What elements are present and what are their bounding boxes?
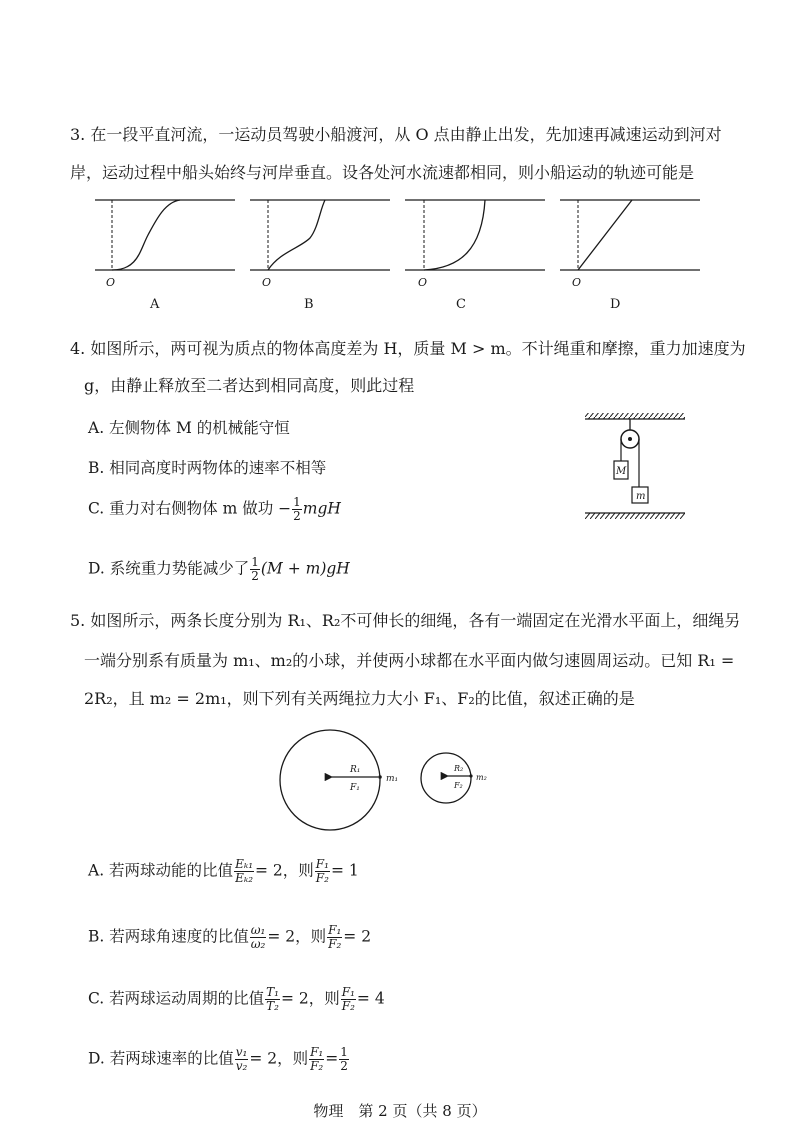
q5-c-frac1	[265, 986, 280, 1013]
q5-a-post: = 1	[330, 861, 359, 880]
q5-a-d1: Eₖ₂	[235, 871, 254, 885]
q5-option-d	[88, 1046, 350, 1073]
label-F2: F₂	[454, 781, 463, 790]
q4-option-b: B. 相同高度时两物体的速率不相等	[88, 459, 327, 477]
q5-d-n2: F₁	[310, 1045, 324, 1059]
q3-option-a: A	[150, 297, 160, 312]
q3-option-c: C	[456, 297, 466, 312]
q5-circles-figure	[270, 720, 530, 838]
label-m2: m₂	[476, 773, 487, 782]
q5-c-d2: F₂	[341, 999, 355, 1013]
q5-d-frac1	[235, 1046, 249, 1073]
q5-c-n1: T₁	[266, 985, 279, 999]
q5-a-d2: F₂	[315, 871, 329, 885]
q4-option-c-num: 1	[293, 495, 301, 509]
page-footer: 物理 第 2 页（共 8 页）	[313, 1102, 487, 1120]
q5-c-pre: C. 若两球运动周期的比值	[88, 989, 265, 1008]
label-F1: F₁	[350, 783, 360, 793]
label-m1: m₁	[386, 774, 399, 784]
q4-text-line2: g，由静止释放至二者达到相同高度，则此过程	[84, 376, 415, 395]
q5-b-pre: B. 若两球角速度的比值	[88, 927, 249, 946]
q5-option-a	[88, 858, 359, 885]
q5-c-post: = 4	[356, 989, 385, 1008]
q5-a-mid: = 2，则	[255, 861, 314, 880]
q4-option-d-pre: D. 系统重力势能减少了	[88, 559, 250, 578]
q3-text-line2: 岸，运动过程中船头始终与河岸垂直。设各处河水流速都相同，则小船运动的轨迹可能是	[70, 163, 695, 182]
q5-d-d1: v₂	[235, 1059, 248, 1073]
q5-c-n2: F₁	[341, 985, 355, 999]
q5-a-frac2	[315, 858, 330, 885]
q3-trajectory-figures	[0, 190, 800, 320]
ceiling	[585, 413, 685, 419]
ball-m2	[469, 774, 472, 777]
q5-d-post: =	[325, 1049, 339, 1068]
q3-figure-c	[405, 200, 545, 312]
q5-b-d2: F₂	[328, 937, 342, 951]
q4-option-d	[88, 556, 350, 583]
q4-option-c-fraction	[292, 496, 302, 523]
q5-a-n1: Eₖ₁	[235, 857, 254, 871]
q3-origin-b: O	[262, 276, 272, 289]
q5-a-n2: F₁	[315, 857, 329, 871]
circle-1	[280, 730, 380, 830]
q4-option-c	[88, 496, 341, 523]
q4-option-d-post: (M + m)gH	[260, 559, 350, 578]
q5-d-pre: D. 若两球速率的比值	[88, 1049, 234, 1068]
q5-option-c	[88, 986, 385, 1013]
q5-d-frac2	[309, 1046, 324, 1073]
q3-option-d: D	[610, 297, 621, 312]
q3-origin-a: O	[106, 276, 116, 289]
q3-origin-c: O	[418, 276, 428, 289]
q5-b-post: = 2	[343, 927, 372, 946]
q4-option-d-den: 2	[251, 569, 259, 583]
circle-2	[421, 753, 471, 803]
ball-m1	[378, 775, 382, 779]
q5-b-n1: ω₁	[250, 923, 266, 937]
q3-figure-d	[560, 200, 700, 312]
q5-c-d1: T₂	[266, 999, 279, 1013]
q5-b-n2: F₁	[328, 923, 342, 937]
q5-d-frac3	[339, 1046, 349, 1073]
q5-b-mid: = 2，则	[267, 927, 327, 946]
q5-text-line3: 2R₂，且 m₂ = 2m₁，则下列有关两绳拉力大小 F₁、F₂的比值，叙述正确的是	[84, 689, 635, 708]
q3-figure-a	[95, 200, 235, 312]
q3-option-b: B	[304, 297, 314, 312]
q5-c-frac2	[341, 986, 356, 1013]
q5-c-mid: = 2，则	[281, 989, 340, 1008]
q5-a-frac1	[234, 858, 254, 885]
floor	[585, 513, 685, 519]
q4-option-c-pre: C. 重力对右侧物体 m 做功 −	[88, 499, 292, 518]
q3-figure-b	[250, 200, 390, 312]
q3-origin-d: O	[572, 276, 582, 289]
q4-option-d-fraction	[250, 556, 260, 583]
label-R2: R₂	[454, 764, 464, 773]
q5-a-pre: A. 若两球动能的比值	[88, 861, 234, 880]
q5-text-line1: 5. 如图所示，两条长度分别为 R₁、R₂不可伸长的细绳，各有一端固定在光滑水平面上，细绳另	[70, 611, 741, 630]
q5-b-frac2	[327, 924, 342, 951]
q4-text-line1: 4. 如图所示，两可视为质点的物体高度差为 H，质量 M > m。不计绳重和摩擦，重力加速度为	[70, 339, 746, 358]
q5-d-d3: 2	[340, 1059, 348, 1073]
label-R1: R₁	[350, 765, 361, 775]
q5-b-frac1	[250, 924, 267, 951]
block-m-label: m	[636, 491, 646, 502]
q5-d-n1: v₁	[235, 1045, 248, 1059]
block-M-label: M	[616, 466, 627, 477]
q5-d-mid: = 2，则	[249, 1049, 309, 1068]
q5-text-line2: 一端分别系有质量为 m₁、m₂的小球，并使两小球都在水平面内做匀速圆周运动。已知 R₁ =	[84, 651, 735, 670]
q3-text-line1: 3. 在一段平直河流，一运动员驾驶小船渡河，从 O 点由静止出发，先加速再减速运动到河对	[70, 125, 722, 144]
q5-d-n3: 1	[340, 1045, 348, 1059]
q4-option-d-num: 1	[251, 555, 259, 569]
q5-d-d2: F₂	[310, 1059, 324, 1073]
q4-option-c-post: mgH	[302, 499, 341, 518]
q5-option-b	[88, 924, 371, 951]
q5-b-d1: ω₂	[250, 937, 266, 951]
q4-pulley-figure	[570, 405, 700, 530]
q4-option-a: A. 左侧物体 M 的机械能守恒	[88, 419, 290, 437]
q4-option-c-den: 2	[293, 509, 301, 523]
